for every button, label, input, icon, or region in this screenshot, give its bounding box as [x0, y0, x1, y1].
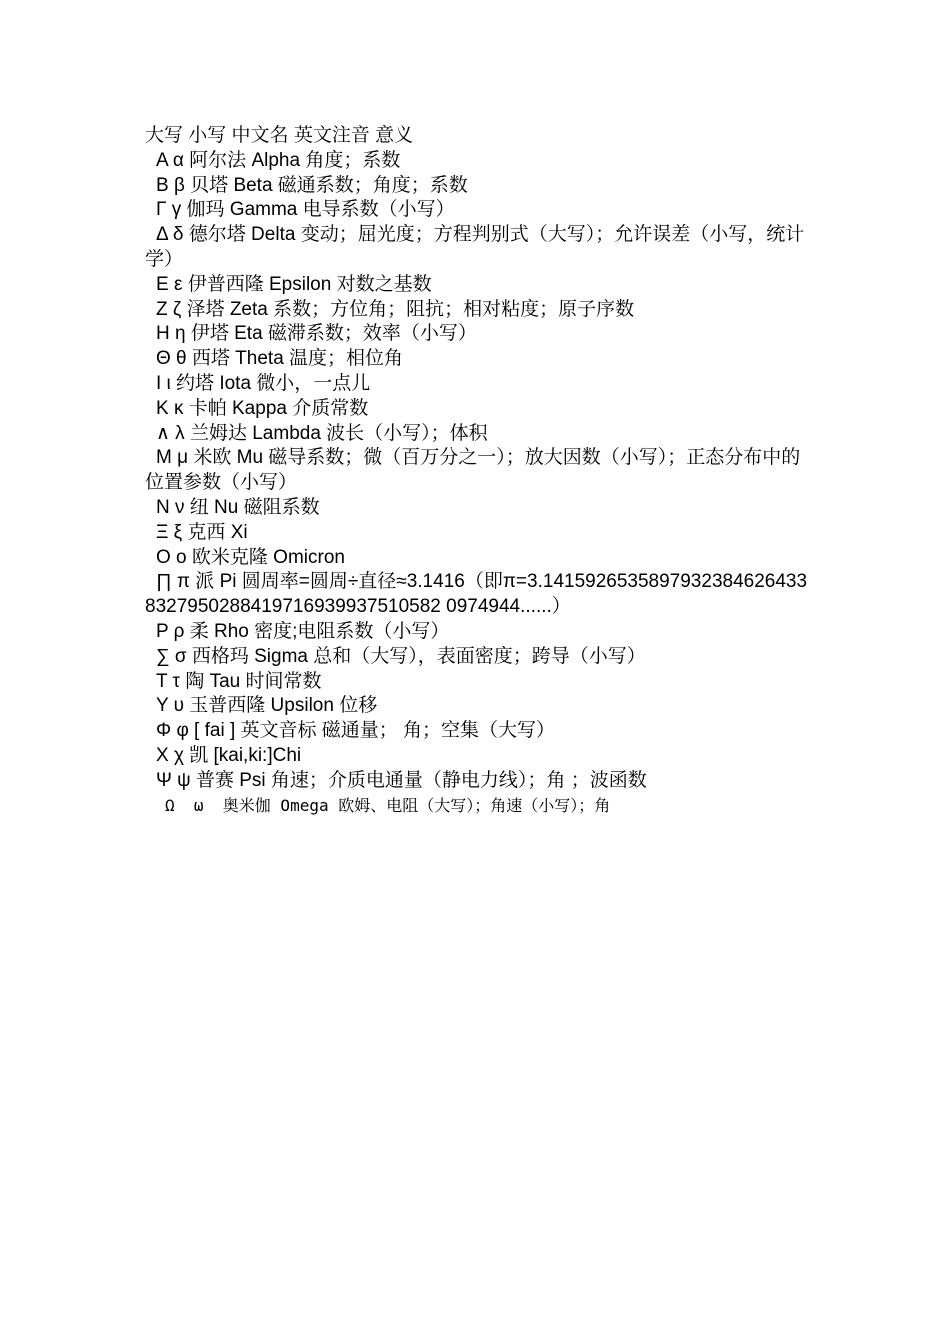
row-omega: Ω ω 奥米伽 Omega 欧姆、电阻（大写）；角速（小写）；角 — [165, 795, 611, 815]
row-mu: M μ 米欧 Mu 磁导系数；微（百万分之一）；放大因数（小写）；正态分布中的位置参数（小写） — [145, 447, 801, 494]
row-phi: Φ φ [ fai ] 英文音标 磁通量； 角；空集（大写） — [156, 720, 556, 742]
table-header: 大写 小写 中文名 英文注音 意义 — [145, 125, 414, 146]
row-nu: N ν 纽 Nu 磁阻系数 — [156, 496, 320, 518]
row-delta: Δ δ 德尔塔 Delta 变动；屈光度；方程判别式（大写）；允许误差（小写，统计学） — [145, 224, 805, 270]
row-gamma: Γ γ 伽玛 Gamma 电导系数（小写） — [156, 199, 455, 221]
row-theta: Θ θ 西塔 Theta 温度；相位角 — [156, 348, 404, 370]
greek-alphabet-table — [145, 124, 810, 818]
row-lambda: ∧ λ 兰姆达 Lambda 波长（小写）；体积 — [156, 422, 488, 444]
row-psi: Ψ ψ 普赛 Psi 角速；介质电通量（静电力线）；角 ；波函数 — [156, 769, 647, 791]
row-sigma: ∑ σ 西格玛 Sigma 总和（大写），表面密度；跨导（小写） — [156, 645, 646, 667]
row-rho: P ρ 柔 Rho 密度;电阻系数（小写） — [156, 620, 450, 642]
row-pi: ∏ π 派 Pi 圆周率=圆周÷直径≈3.1416（即π=3.14159265358979323846264338327950288419716939937510582 0974944......） — [145, 571, 808, 618]
row-chi: X χ 凯 [kai,ki:]Chi — [156, 744, 302, 766]
row-alpha: A α 阿尔法 Alpha 角度；系数 — [156, 149, 401, 171]
row-kappa: K κ 卡帕 Kappa 介质常数 — [156, 397, 369, 419]
row-zeta: Z ζ 泽塔 Zeta 系数；方位角；阻抗；相对粘度；原子序数 — [156, 298, 635, 320]
row-beta: B β 贝塔 Beta 磁通系数；角度；系数 — [156, 174, 468, 196]
row-tau: T τ 陶 Tau 时间常数 — [156, 670, 322, 692]
row-upsilon: Y υ 玉普西隆 Upsilon 位移 — [156, 695, 378, 717]
row-xi: Ξ ξ 克西 Xi — [156, 521, 248, 543]
row-omicron: O ο 欧米克隆 Omicron — [156, 546, 345, 568]
row-eta: H η 伊塔 Eta 磁滞系数；效率（小写） — [156, 323, 477, 345]
row-iota: I ι 约塔 Iota 微小，一点儿 — [156, 372, 371, 394]
row-epsilon: E ε 伊普西隆 Epsilon 对数之基数 — [156, 273, 432, 295]
